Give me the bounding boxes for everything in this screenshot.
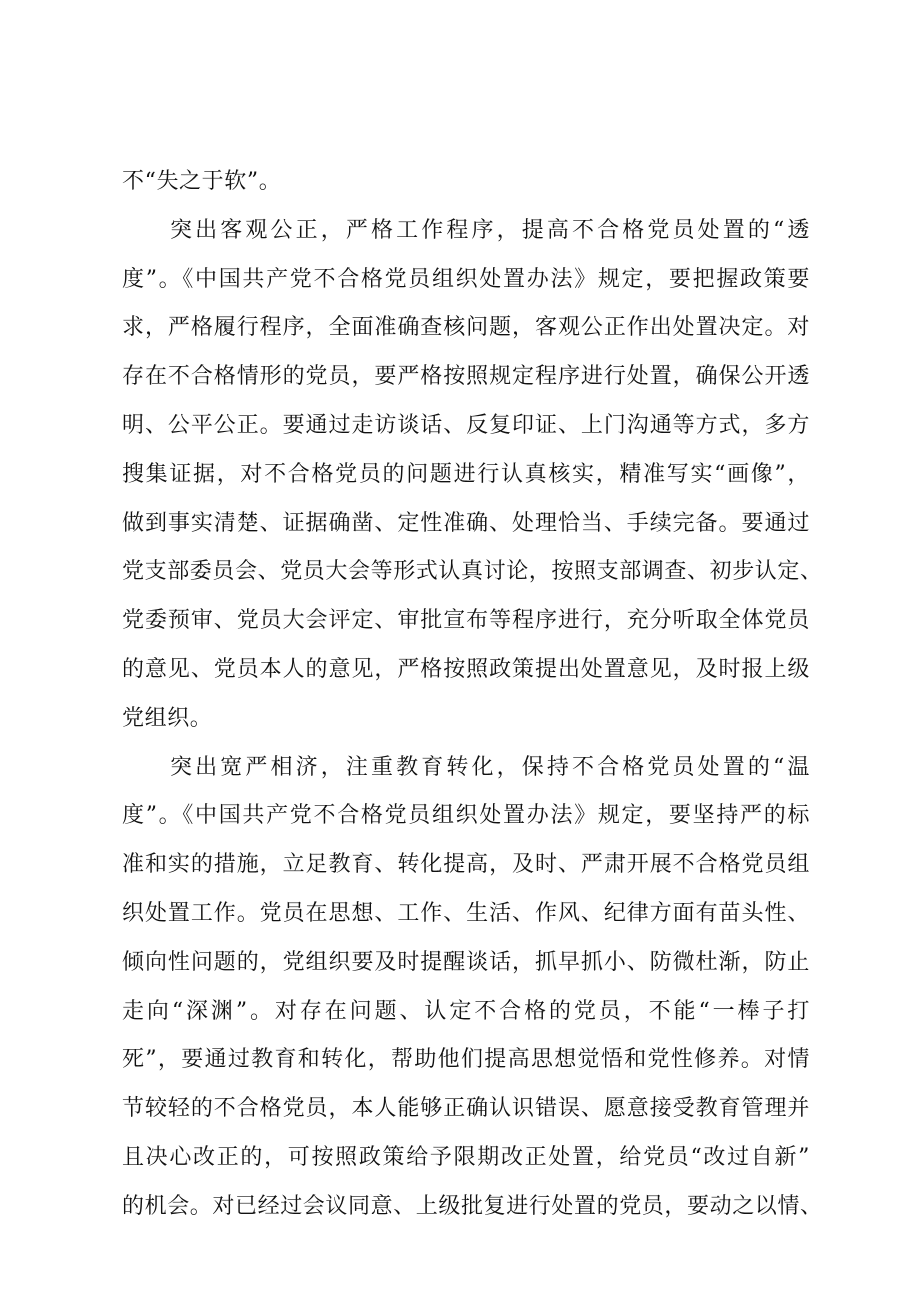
text-line: 党支部委员会、党员大会等形式认真讨论，按照支部调查、初步认定、 <box>122 559 823 585</box>
text-line: 搜集证据，对不合格党员的问题进行认真核实，精准写实“画像”， <box>122 461 810 487</box>
text-line: 度”。《中国共产党不合格党员组织处置办法》规定，要坚持严的标 <box>122 803 810 829</box>
text-line: 且决心改正的，可按照政策给予限期改正处置，给党员“改过自新” <box>122 1144 810 1170</box>
text-line: 明、公平公正。要通过走访谈话、反复印证、上门沟通等方式，多方 <box>122 412 810 438</box>
body-text <box>122 158 823 1232</box>
text-line: 度”。《中国共产党不合格党员组织处置办法》规定，要把握政策要 <box>122 266 810 292</box>
text-line: 党组织。 <box>122 705 213 731</box>
text-line: 准和实的措施，立足教育、转化提高，及时、严肃开展不合格党员组 <box>122 852 810 878</box>
text-line: 走向“深渊”。对存在问题、认定不合格的党员，不能“一棒子打 <box>122 998 810 1024</box>
text-line: 倾向性问题的，党组织要及时提醒谈话，抓早抓小、防微杜渐，防止 <box>122 949 810 975</box>
text-line: 做到事实清楚、证据确凿、定性准确、处理恰当、手续完备。要通过 <box>122 510 810 536</box>
paragraph-first-line: 突出宽严相济，注重教育转化，保持不合格党员处置的“温 <box>170 754 810 780</box>
text-line: 的意见、党员本人的意见，严格按照政策提出处置意见，及时报上级 <box>122 656 810 682</box>
text-line: 织处置工作。党员在思想、工作、生活、作风、纪律方面有苗头性、 <box>122 900 810 926</box>
text-line: 党委预审、党员大会评定、审批宣布等程序进行，充分听取全体党员 <box>122 608 810 634</box>
text-line: 的机会。对已经过会议同意、上级批复进行处置的党员，要动之以情、 <box>122 1193 823 1219</box>
text-line: 不“失之于软”。 <box>122 169 282 194</box>
text-line: 死”，要通过教育和转化，帮助他们提高思想觉悟和党性修养。对情 <box>122 1047 810 1073</box>
text-line: 求，严格履行程序，全面准确查核问题，客观公正作出处置决定。对 <box>122 315 810 341</box>
text-line: 节较轻的不合格党员，本人能够正确认识错误、愿意接受教育管理并 <box>122 1096 810 1122</box>
text-line: 存在不合格情形的党员，要严格按照规定程序进行处置，确保公开透 <box>122 364 810 390</box>
paragraph-first-line: 突出客观公正，严格工作程序，提高不合格党员处置的“透 <box>170 217 810 243</box>
